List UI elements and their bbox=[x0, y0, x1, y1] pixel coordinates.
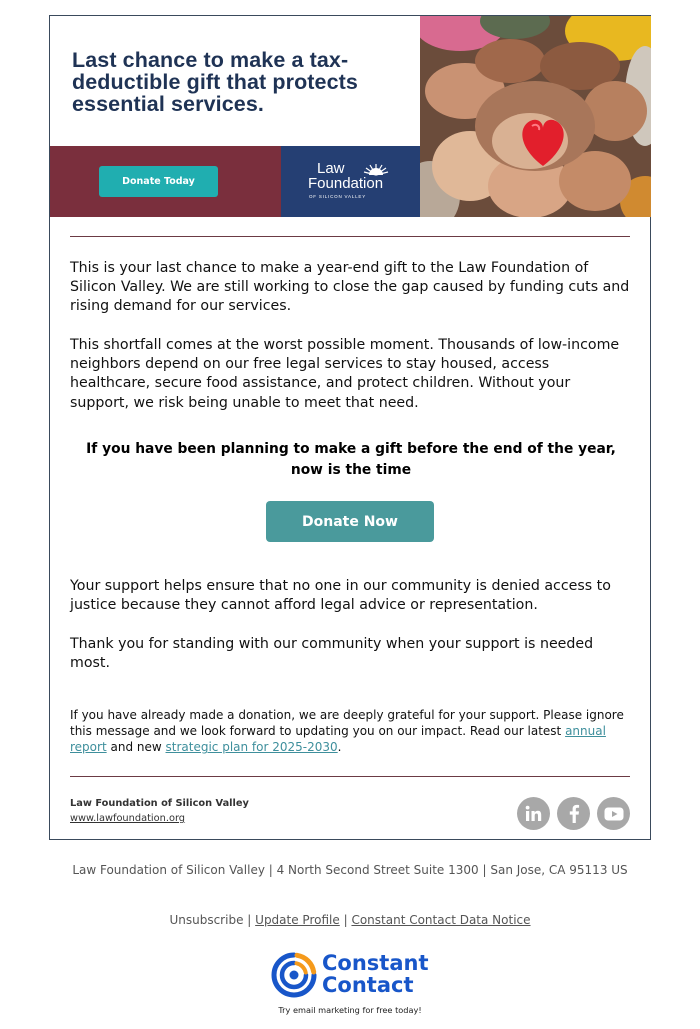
body-paragraph-2: This shortfall comes at the worst possible moment. Thousands of low-income neighbors depend on our free legal services to stay housed, access healthcare, secure food assistance, and protect children. Without your support, we risk being unable to meet that need. bbox=[70, 337, 620, 411]
hero-text-panel bbox=[50, 16, 420, 217]
strategic-plan-link[interactable]: strategic plan for 2025-2030 bbox=[165, 740, 338, 755]
youtube-glyph bbox=[604, 807, 624, 821]
linkedin-icon[interactable] bbox=[517, 797, 550, 830]
linkedin-glyph bbox=[525, 805, 542, 822]
body-paragraph-4: Thank you for standing with our community when your support is needed most. bbox=[70, 636, 594, 672]
footer-links bbox=[60, 913, 640, 927]
footer-address: Law Foundation of Silicon Valley | 4 North Second Street Suite 1300 | San Jose, CA 95113 US bbox=[72, 863, 628, 877]
body-paragraph-1: This is your last chance to make a year-end gift to the Law Foundation of Silicon Valley. We are still working to close the gap caused by funding cuts and rising demand for our services. bbox=[70, 260, 630, 315]
update-profile-link[interactable]: Update Profile bbox=[255, 913, 340, 927]
constant-contact-wordmark-line-2: Contact bbox=[322, 973, 414, 997]
constant-contact-tagline[interactable]: Try email marketing for free today! bbox=[278, 1005, 422, 1015]
signature-org-name: Law Foundation of Silicon Valley bbox=[70, 798, 249, 809]
facebook-icon[interactable] bbox=[557, 797, 590, 830]
donate-now-button[interactable]: Donate Now bbox=[266, 501, 434, 542]
constant-contact-wordmark-line-1: Constant bbox=[322, 951, 429, 975]
annual-report-link[interactable]: annual report bbox=[70, 724, 606, 755]
law-foundation-logo[interactable] bbox=[306, 161, 401, 201]
footer-separator: | bbox=[247, 913, 252, 927]
hero-banner bbox=[50, 16, 650, 217]
footer-separator: | bbox=[343, 913, 348, 927]
hands-heart-image bbox=[420, 16, 651, 217]
note-period: . bbox=[337, 740, 342, 755]
email-card bbox=[49, 15, 651, 840]
hero-photo-hands-heart bbox=[420, 16, 651, 217]
divider-bottom bbox=[70, 776, 630, 777]
note-and-new: and new bbox=[110, 740, 162, 755]
hero-headline: Last chance to make a tax-deductible gift that protects essential services. bbox=[72, 48, 358, 116]
note-text: If you have already made a donation, we are deeply grateful for your support. Please ignore this message and we look forward to updating you on our impact. Read our latest bbox=[70, 708, 624, 739]
signature-website-link[interactable]: www.lawfoundation.org bbox=[70, 813, 186, 824]
cta-headline-line-1: If you have been planning to make a gift before the end of the year, bbox=[86, 441, 616, 457]
cta-headline-line-2: now is the time bbox=[290, 462, 412, 478]
hero-donate-band bbox=[50, 146, 281, 217]
donate-today-button[interactable]: Donate Today bbox=[99, 166, 218, 197]
already-donated-note bbox=[70, 707, 632, 756]
logo-text-foundation: Foundation bbox=[308, 175, 384, 192]
divider-top bbox=[70, 236, 630, 237]
constant-contact-logo[interactable] bbox=[270, 951, 435, 999]
logo-text-law: Law bbox=[317, 160, 345, 177]
sun-icon bbox=[362, 162, 390, 176]
hero-logo-band bbox=[281, 146, 420, 217]
unsubscribe-text[interactable]: Unsubscribe bbox=[169, 913, 244, 927]
constant-contact-icon bbox=[270, 951, 318, 999]
facebook-glyph bbox=[568, 804, 580, 823]
youtube-icon[interactable] bbox=[597, 797, 630, 830]
body-paragraph-3: Your support helps ensure that no one in our community is denied access to justice because they cannot afford legal advice or representation. bbox=[70, 578, 611, 614]
data-notice-link[interactable]: Constant Contact Data Notice bbox=[351, 913, 531, 927]
logo-text-subtitle: OF SILICON VALLEY bbox=[309, 194, 367, 199]
